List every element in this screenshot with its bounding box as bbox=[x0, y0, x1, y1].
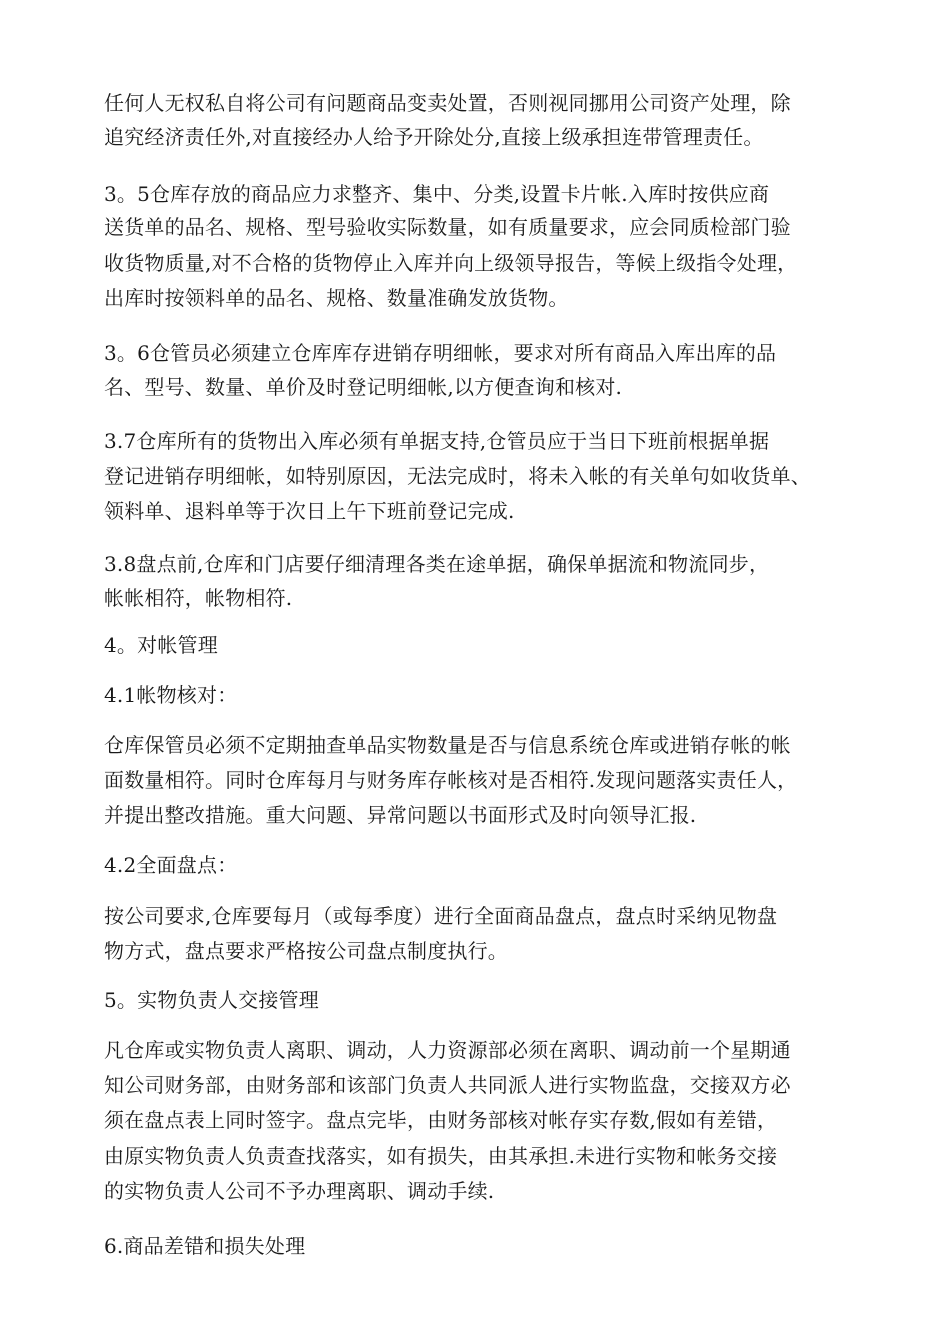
paragraph-line: 须在盘点表上同时签字。盘点完毕，由财务部核对帐存实存数,假如有差错， bbox=[104, 1108, 778, 1132]
subsection-heading-4-1: 4.1帐物核对： bbox=[104, 683, 238, 707]
subsection-heading-4-2: 4.2全面盘点： bbox=[104, 853, 238, 877]
paragraph-line: 领料单、退料单等于次日上午下班前登记完成. bbox=[104, 499, 515, 523]
section-3-8-line: 3.8盘点前,仓库和门店要仔细清理各类在途单据，确保单据流和物流同步， bbox=[104, 552, 770, 576]
paragraph-line: 并提出整改措施。重大问题、异常问题以书面形式及时向领导汇报. bbox=[104, 803, 697, 827]
section-3-5-line: 3。5仓库存放的商品应力求整齐、集中、分类,设置卡片帐.入库时按供应商 bbox=[104, 182, 770, 206]
paragraph-line: 面数量相符。同时仓库每月与财务库存帐核对是否相符.发现问题落实责任人， bbox=[104, 768, 798, 792]
section-heading-5: 5。实物负责人交接管理 bbox=[104, 988, 319, 1012]
paragraph-line: 知公司财务部，由财务部和该部门负责人共同派人进行实物监盘，交接双方必 bbox=[104, 1073, 791, 1097]
section-heading-6: 6.商品差错和损失处理 bbox=[104, 1234, 306, 1258]
section-heading-4: 4。对帐管理 bbox=[104, 633, 218, 657]
paragraph-line: 追究经济责任外,对直接经办人给予开除处分,直接上级承担连带管理责任。 bbox=[104, 125, 764, 149]
section-3-7-line: 3.7仓库所有的货物出入库必须有单据支持,仓管员应于当日下班前根据单据 bbox=[104, 429, 770, 453]
paragraph-line: 的实物负责人公司不予办理离职、调动手续. bbox=[104, 1179, 495, 1203]
paragraph-line: 出库时按领料单的品名、规格、数量准确发放货物。 bbox=[104, 286, 569, 310]
paragraph-line: 登记进销存明细帐，如特别原因，无法完成时，将未入帐的有关单句如收货单、 bbox=[104, 464, 811, 488]
paragraph-line: 由原实物负责人负责查找落实，如有损失，由其承担.未进行实物和帐务交接 bbox=[104, 1144, 778, 1168]
paragraph-line: 物方式，盘点要求严格按公司盘点制度执行。 bbox=[104, 939, 508, 963]
paragraph-line: 凡仓库或实物负责人离职、调动，人力资源部必须在离职、调动前一个星期通 bbox=[104, 1038, 791, 1062]
paragraph-line: 任何人无权私自将公司有问题商品变卖处置，否则视同挪用公司资产处理，除 bbox=[104, 91, 791, 115]
paragraph-line: 帐帐相符，帐物相符. bbox=[104, 586, 293, 610]
paragraph-line: 仓库保管员必须不定期抽查单品实物数量是否与信息系统仓库或进销存帐的帐 bbox=[104, 733, 791, 757]
paragraph-line: 收货物质量,对不合格的货物停止入库并向上级领导报告，等候上级指令处理， bbox=[104, 251, 798, 275]
paragraph-line: 送货单的品名、规格、型号验收实际数量，如有质量要求，应会同质检部门验 bbox=[104, 215, 791, 239]
paragraph-line: 按公司要求,仓库要每月（或每季度）进行全面商品盘点，盘点时采纳见物盘 bbox=[104, 904, 778, 928]
paragraph-line: 名、型号、数量、单价及时登记明细帐,以方便查询和核对. bbox=[104, 375, 623, 399]
section-3-6-line: 3。6仓管员必须建立仓库库存进销存明细帐，要求对所有商品入库出库的品 bbox=[104, 341, 777, 365]
